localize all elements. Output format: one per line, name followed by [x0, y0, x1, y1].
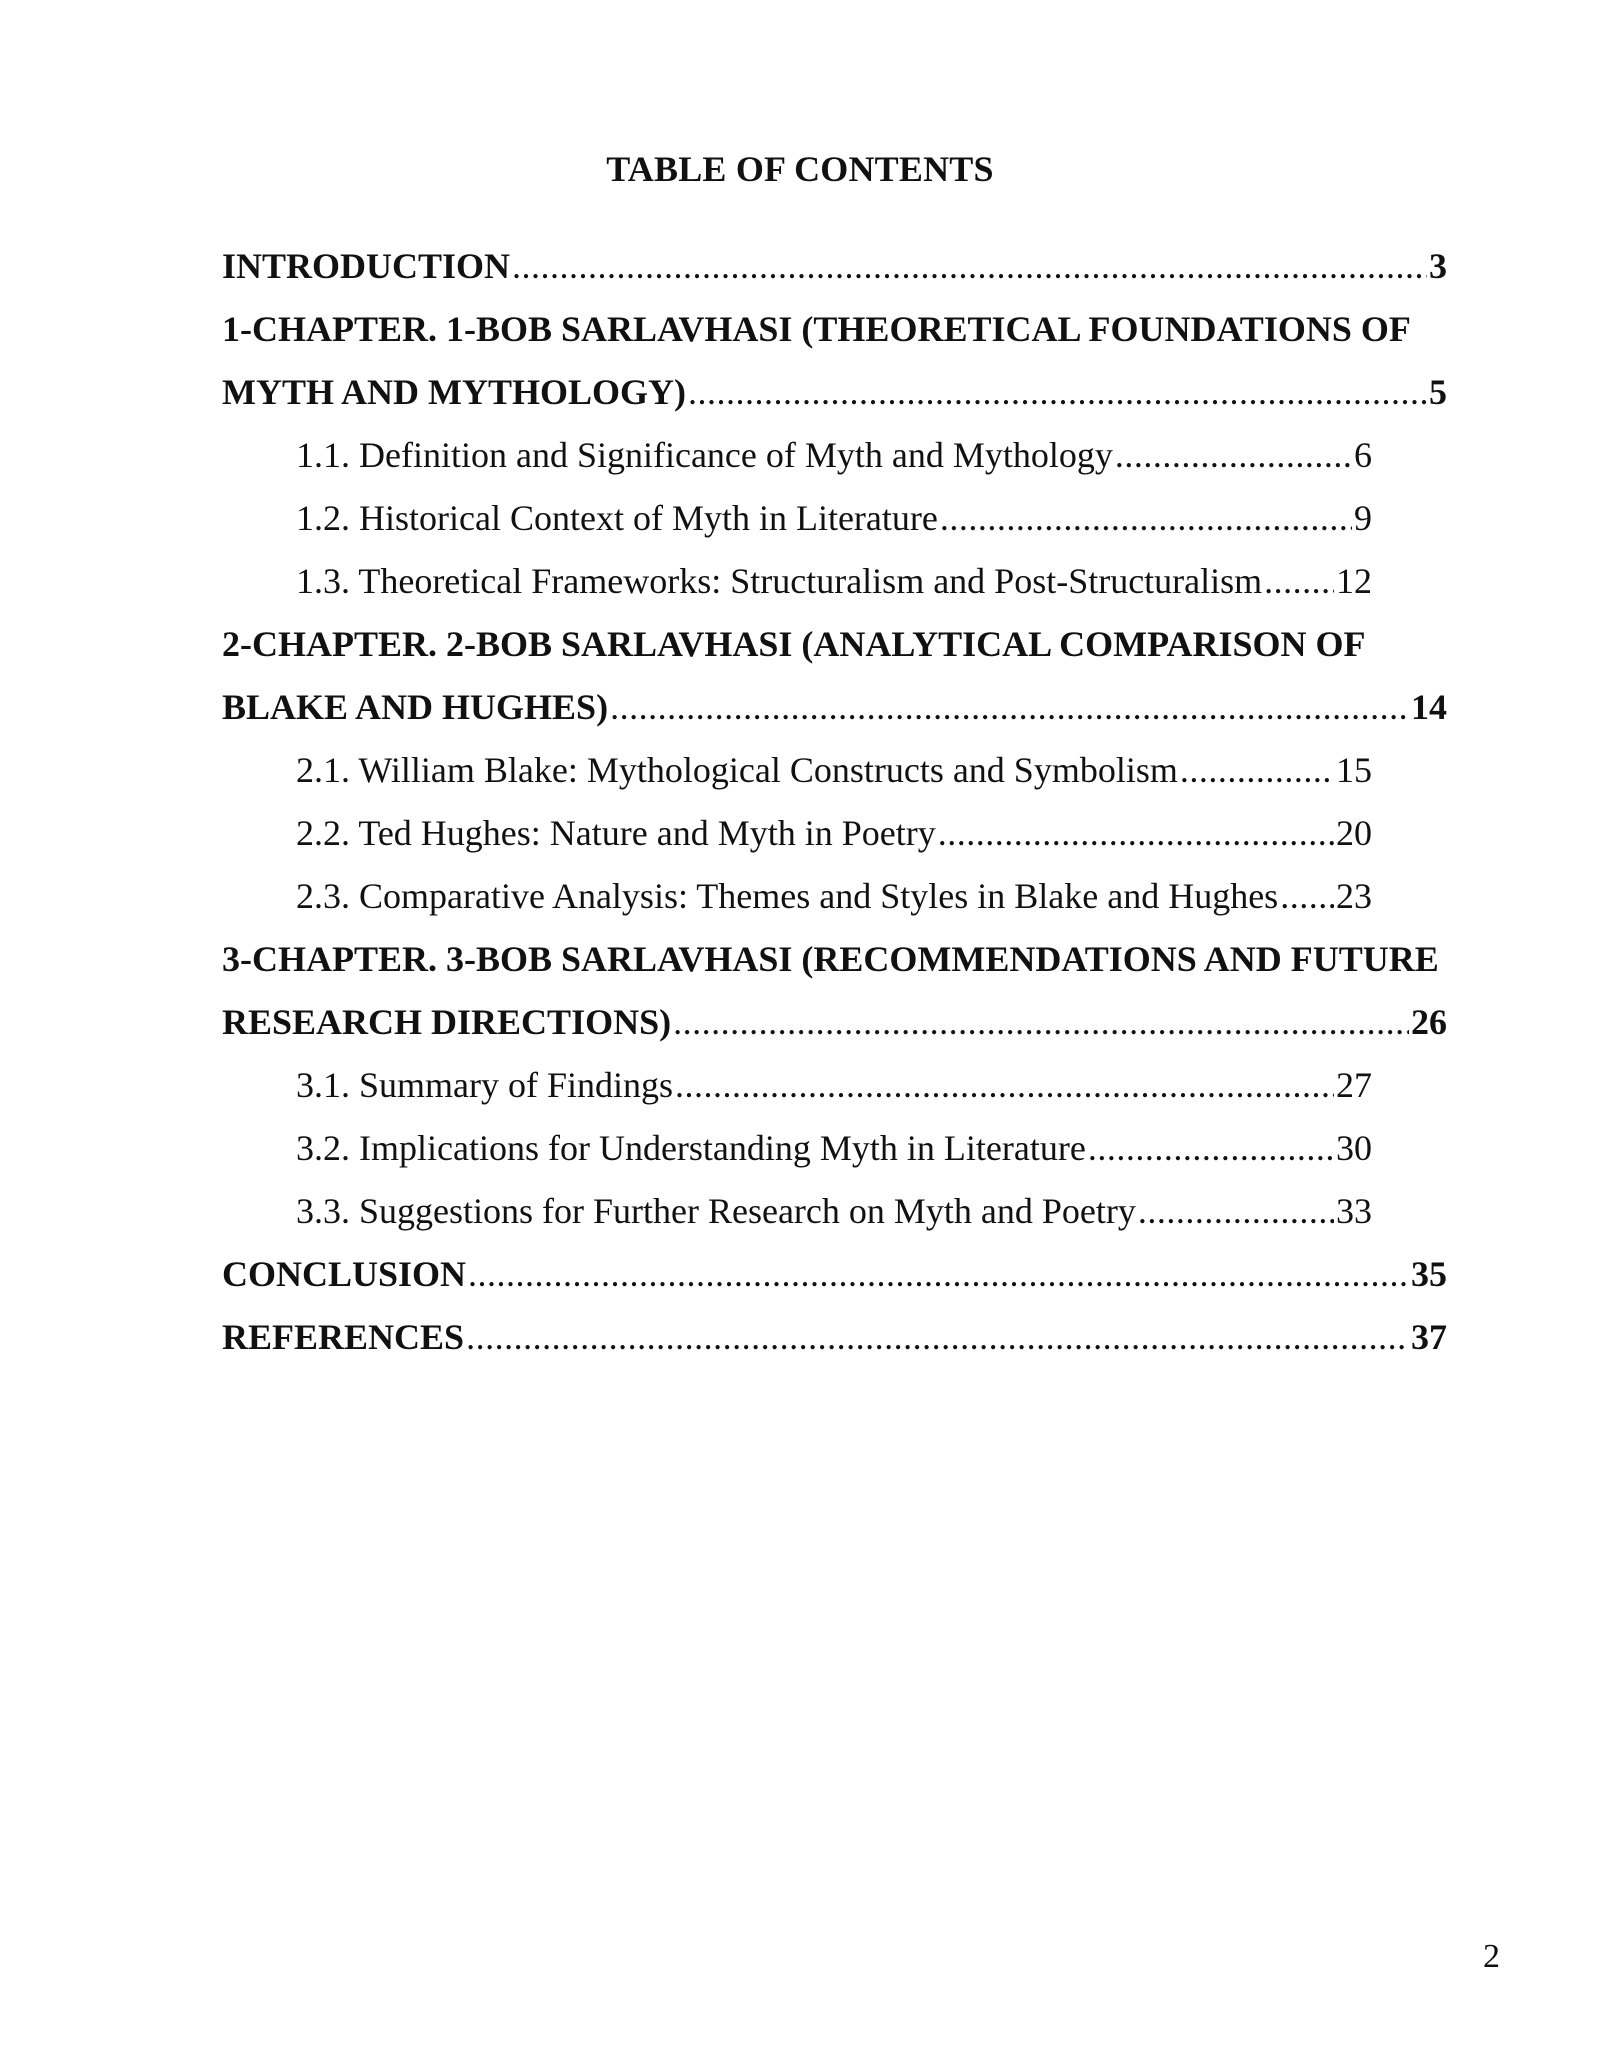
toc-page-number: 14 — [1411, 687, 1447, 727]
dot-leader — [610, 676, 1409, 739]
dot-leader — [938, 802, 1334, 865]
toc-page-number: 6 — [1354, 435, 1372, 475]
toc-page-number: 12 — [1336, 561, 1372, 601]
dot-leader — [1138, 1180, 1334, 1243]
toc-page-number: 23 — [1336, 876, 1372, 916]
toc-page-number: 15 — [1336, 750, 1372, 790]
toc-page-number: 20 — [1336, 813, 1372, 853]
dot-leader — [468, 1243, 1409, 1306]
toc-entry-text: 3.3. Suggestions for Further Research on Myth and Poetry — [296, 1191, 1136, 1231]
toc-entry-text: 1.3. Theoretical Frameworks: Structuralism and Post-Structuralism — [296, 561, 1263, 601]
toc-entry-text: 1.2. Historical Context of Myth in Literature — [296, 498, 938, 538]
toc-entry-section-2-2[interactable] — [0, 802, 1600, 865]
toc-entry-text: RESEARCH DIRECTIONS) — [222, 1002, 672, 1042]
dot-leader — [1180, 739, 1334, 802]
toc-entry-chapter-2[interactable] — [0, 613, 1600, 739]
dot-leader — [1088, 1117, 1334, 1180]
toc-entry-text: BLAKE AND HUGHES) — [222, 687, 609, 727]
dot-leader — [466, 1306, 1409, 1369]
toc-entry-section-3-1[interactable] — [0, 1054, 1600, 1117]
toc-entry-text: 2.1. William Blake: Mythological Constructs and Symbolism — [296, 750, 1178, 790]
toc-entry-text: MYTH AND MYTHOLOGY) — [222, 372, 686, 412]
toc-entry-heading-line: 1-CHAPTER. 1-BOB SARLAVHASI (THEORETICAL FOUNDATIONS OF — [222, 309, 1411, 349]
toc-page-number: 26 — [1411, 1002, 1447, 1042]
toc-page-number: 3 — [1429, 246, 1447, 286]
toc-page-number: 37 — [1411, 1317, 1447, 1357]
toc-entry-section-1-2[interactable] — [0, 487, 1600, 550]
toc-page-number: 35 — [1411, 1254, 1447, 1294]
dot-leader — [1115, 424, 1352, 487]
page-title: TABLE OF CONTENTS — [606, 149, 994, 189]
table-of-contents — [0, 235, 1600, 1369]
toc-entry-text: 1.1. Definition and Significance of Myth and Mythology — [296, 435, 1113, 475]
toc-entry-references[interactable] — [0, 1306, 1600, 1369]
toc-page-number: 30 — [1336, 1128, 1372, 1168]
toc-entry-section-3-2[interactable] — [0, 1117, 1600, 1180]
toc-entry-text: CONCLUSION — [222, 1254, 467, 1294]
toc-entry-chapter-3[interactable] — [0, 928, 1600, 1054]
toc-entry-text: 3.1. Summary of Findings — [296, 1065, 674, 1105]
dot-leader — [688, 361, 1427, 424]
toc-entry-text: 3.2. Implications for Understanding Myth in Literature — [296, 1128, 1086, 1168]
toc-entry-text: REFERENCES — [222, 1317, 465, 1357]
dot-leader — [940, 487, 1352, 550]
toc-page-number: 5 — [1429, 372, 1447, 412]
toc-entry-text: 2.3. Comparative Analysis: Themes and Styles in Blake and Hughes — [296, 876, 1279, 916]
dot-leader — [1280, 865, 1334, 928]
toc-entry-chapter-1[interactable] — [0, 298, 1600, 424]
toc-entry-section-3-3[interactable] — [0, 1180, 1600, 1243]
toc-entry-heading-line: 2-CHAPTER. 2-BOB SARLAVHASI (ANALYTICAL COMPARISON OF — [222, 624, 1366, 664]
dot-leader — [675, 1054, 1334, 1117]
toc-entry-section-2-3[interactable] — [0, 865, 1600, 928]
toc-entry-section-2-1[interactable] — [0, 739, 1600, 802]
toc-page-number: 27 — [1336, 1065, 1372, 1105]
toc-entry-text: 2.2. Ted Hughes: Nature and Myth in Poetry — [296, 813, 936, 853]
dot-leader — [1264, 550, 1334, 613]
toc-entry-introduction[interactable] — [0, 235, 1600, 298]
toc-entry-section-1-1[interactable] — [0, 424, 1600, 487]
toc-entry-heading-line: 3-CHAPTER. 3-BOB SARLAVHASI (RECOMMENDATIONS AND FUTURE — [222, 939, 1439, 979]
toc-page-number: 9 — [1354, 498, 1372, 538]
toc-page-number: 33 — [1336, 1191, 1372, 1231]
page-number: 2 — [1483, 1938, 1500, 1975]
toc-entry-text: INTRODUCTION — [222, 246, 511, 286]
toc-entry-conclusion[interactable] — [0, 1243, 1600, 1306]
toc-entry-section-1-3[interactable] — [0, 550, 1600, 613]
dot-leader — [512, 235, 1427, 298]
dot-leader — [673, 991, 1409, 1054]
